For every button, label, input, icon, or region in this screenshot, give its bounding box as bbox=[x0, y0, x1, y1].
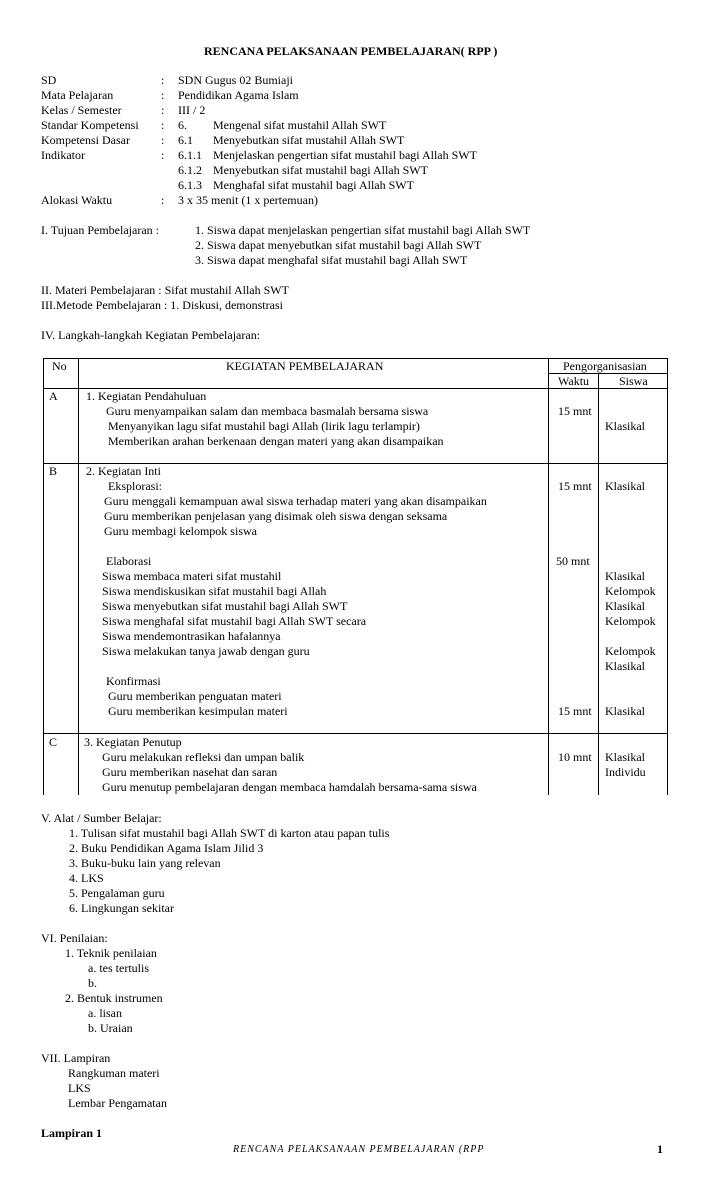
row-b-line: Siswa mendiskusikan sifat mustahil bagi Allah bbox=[102, 584, 327, 598]
colon: : bbox=[161, 133, 165, 147]
kd-value: Menyebutkan sifat mustahil Allah SWT bbox=[213, 133, 405, 147]
row-b-line: Guru membagi kelompok siswa bbox=[104, 524, 257, 538]
col-header-kegiatan: KEGIATAN PEMBELAJARAN bbox=[226, 359, 384, 373]
indikator-text: Menghafal sifat mustahil bagi Allah SWT bbox=[213, 178, 414, 192]
row-b-line: Siswa menghafal sifat mustahil bagi Allah SWT secara bbox=[102, 614, 367, 628]
sd-label: SD bbox=[41, 73, 57, 87]
row-a-waktu: 15 mnt bbox=[558, 404, 592, 418]
row-b-elaborasi: Elaborasi bbox=[106, 554, 152, 568]
row-b-kon-waktu: 15 mnt bbox=[558, 704, 592, 718]
colon: : bbox=[161, 193, 165, 207]
col-header-siswa: Siswa bbox=[619, 374, 648, 388]
row-b-line: Siswa menyebutkan sifat mustahil bagi Allah SWT bbox=[102, 599, 348, 613]
alat-item: 1. Tulisan sifat mustahil bagi Allah SWT di karton atau papan tulis bbox=[69, 826, 390, 840]
row-b-no: B bbox=[49, 464, 58, 478]
indikator-num: 6.1.1 bbox=[178, 148, 202, 162]
kd-label: Kompetensi Dasar bbox=[41, 133, 130, 147]
sk-value: Mengenal sifat mustahil Allah SWT bbox=[213, 118, 387, 132]
alokasi-label: Alokasi Waktu bbox=[41, 193, 113, 207]
row-b-ela-siswa: Kelompok bbox=[605, 644, 656, 658]
row-c-no: C bbox=[49, 735, 58, 749]
row-b-line: Guru memberikan penjelasan yang disimak oleh siswa dengan seksama bbox=[104, 509, 448, 523]
col-header-no: No bbox=[52, 359, 67, 373]
colon: : bbox=[161, 148, 165, 162]
row-b-line: Siswa melakukan tanya jawab dengan guru bbox=[102, 644, 310, 658]
alokasi-value: 3 x 35 menit (1 x pertemuan) bbox=[178, 193, 318, 207]
indikator-text: Menyebutkan sifat mustahil bagi Allah SWT bbox=[213, 163, 428, 177]
row-a-line: Guru menyampaikan salam dan membaca basmalah bersama siswa bbox=[106, 404, 429, 418]
sk-num: 6. bbox=[178, 118, 187, 132]
tujuan-item: 3. Siswa dapat menghafal sifat mustahil bagi Allah SWT bbox=[195, 253, 468, 267]
table-border bbox=[43, 733, 668, 734]
row-b-line: Siswa mendemontrasikan hafalannya bbox=[102, 629, 281, 643]
row-b-ela-siswa: Klasikal bbox=[605, 659, 645, 673]
alat-title: V. Alat / Sumber Belajar: bbox=[41, 811, 162, 825]
mapel-label: Mata Pelajaran bbox=[41, 88, 114, 102]
penilaian-teknik: 1. Teknik penilaian bbox=[65, 946, 157, 960]
row-c-siswa: Individu bbox=[605, 765, 646, 779]
penilaian-title: VI. Penilaian: bbox=[41, 931, 108, 945]
alat-item: 4. LKS bbox=[69, 871, 104, 885]
metode-line: III.Metode Pembelajaran : 1. Diskusi, demonstrasi bbox=[41, 298, 283, 312]
penilaian-bentuk-item: a. lisan bbox=[88, 1006, 122, 1020]
row-b-kon-siswa: Klasikal bbox=[605, 704, 645, 718]
colon: : bbox=[161, 118, 165, 132]
colon: : bbox=[161, 73, 165, 87]
row-c-siswa: Klasikal bbox=[605, 750, 645, 764]
row-b-konfirmasi: Konfirmasi bbox=[106, 674, 161, 688]
row-b-eksplorasi: Eksplorasi: bbox=[108, 479, 162, 493]
lampiran-item: Lembar Pengamatan bbox=[68, 1096, 167, 1110]
row-c-line: Guru melakukan refleksi dan umpan balik bbox=[102, 750, 305, 764]
row-a-no: A bbox=[49, 389, 58, 403]
materi-line: II. Materi Pembelajaran : Sifat mustahil Allah SWT bbox=[41, 283, 289, 297]
row-c-waktu: 10 mnt bbox=[558, 750, 592, 764]
penilaian-bentuk-item: b. Uraian bbox=[88, 1021, 133, 1035]
table-border bbox=[667, 358, 668, 795]
row-b-line: Guru memberikan kesimpulan materi bbox=[108, 704, 288, 718]
row-b-eks-siswa: Klasikal bbox=[605, 479, 645, 493]
lampiran-title: VII. Lampiran bbox=[41, 1051, 111, 1065]
indikator-label: Indikator bbox=[41, 148, 85, 162]
alat-item: 6. Lingkungan sekitar bbox=[69, 901, 174, 915]
langkah-title: IV. Langkah-langkah Kegiatan Pembelajaran: bbox=[41, 328, 261, 342]
page-number: 1 bbox=[657, 1142, 663, 1156]
page-title: RENCANA PELAKSANAAN PEMBELAJARAN( RPP ) bbox=[204, 44, 498, 58]
row-b-eks-waktu: 15 mnt bbox=[558, 479, 592, 493]
lampiran-item: LKS bbox=[68, 1081, 91, 1095]
table-border bbox=[78, 358, 79, 795]
penilaian-teknik-item: a. tes tertulis bbox=[88, 961, 149, 975]
row-c-line: Guru menutup pembelajaran dengan membaca hamdalah bersama-sama siswa bbox=[102, 780, 477, 794]
indikator-text: Menjelaskan pengertian sifat mustahil bagi Allah SWT bbox=[213, 148, 477, 162]
penilaian-teknik-item: b. bbox=[88, 976, 97, 990]
row-b-ela-waktu: 50 mnt bbox=[556, 554, 590, 568]
alat-item: 5. Pengalaman guru bbox=[69, 886, 165, 900]
lampiran1-heading: Lampiran 1 bbox=[41, 1126, 103, 1140]
row-b-ela-siswa: Klasikal bbox=[605, 569, 645, 583]
row-a-siswa: Klasikal bbox=[605, 419, 645, 433]
alat-item: 2. Buku Pendidikan Agama Islam Jilid 3 bbox=[69, 841, 264, 855]
row-a-head: 1. Kegiatan Pendahuluan bbox=[86, 389, 207, 403]
row-c-line: Guru memberikan nasehat dan saran bbox=[102, 765, 278, 779]
row-a-line: Memberikan arahan berkenaan dengan materi yang akan disampaikan bbox=[108, 434, 444, 448]
table-border bbox=[548, 358, 549, 795]
tujuan-label: I. Tujuan Pembelajaran : bbox=[41, 223, 159, 237]
col-header-pengorganisasian: Pengorganisasian bbox=[563, 359, 647, 373]
page-footer: RENCANA PELAKSANAAN PEMBELAJARAN (RPP bbox=[233, 1144, 485, 1155]
sd-value: SDN Gugus 02 Bumiaji bbox=[178, 73, 294, 87]
colon: : bbox=[161, 103, 165, 117]
row-c-head: 3. Kegiatan Penutup bbox=[84, 735, 182, 749]
lampiran-item: Rangkuman materi bbox=[68, 1066, 160, 1080]
row-b-ela-siswa: Kelompok bbox=[605, 584, 656, 598]
sk-label: Standar Kompetensi bbox=[41, 118, 139, 132]
table-border bbox=[43, 358, 44, 795]
row-b-ela-siswa: Klasikal bbox=[605, 599, 645, 613]
tujuan-item: 2. Siswa dapat menyebutkan sifat mustahil bagi Allah SWT bbox=[195, 238, 482, 252]
row-b-ela-siswa: Kelompok bbox=[605, 614, 656, 628]
mapel-value: Pendidikan Agama Islam bbox=[178, 88, 299, 102]
alat-item: 3. Buku-buku lain yang relevan bbox=[69, 856, 221, 870]
row-b-line: Guru memberikan penguatan materi bbox=[108, 689, 282, 703]
col-header-waktu: Waktu bbox=[558, 374, 590, 388]
kelas-value: III / 2 bbox=[178, 103, 206, 117]
kelas-label: Kelas / Semester bbox=[41, 103, 122, 117]
kd-num: 6.1 bbox=[178, 133, 193, 147]
colon: : bbox=[161, 88, 165, 102]
row-a-line: Menyanyikan lagu sifat mustahil bagi Allah (lirik lagu terlampir) bbox=[108, 419, 420, 433]
tujuan-item: 1. Siswa dapat menjelaskan pengertian sifat mustahil bagi Allah SWT bbox=[195, 223, 531, 237]
row-b-line: Guru menggali kemampuan awal siswa terhadap materi yang akan disampaikan bbox=[104, 494, 487, 508]
penilaian-bentuk: 2. Bentuk instrumen bbox=[65, 991, 163, 1005]
row-b-line: Siswa membaca materi sifat mustahil bbox=[102, 569, 282, 583]
indikator-num: 6.1.2 bbox=[178, 163, 202, 177]
table-border bbox=[598, 373, 599, 795]
indikator-num: 6.1.3 bbox=[178, 178, 202, 192]
row-b-head: 2. Kegiatan Inti bbox=[86, 464, 161, 478]
